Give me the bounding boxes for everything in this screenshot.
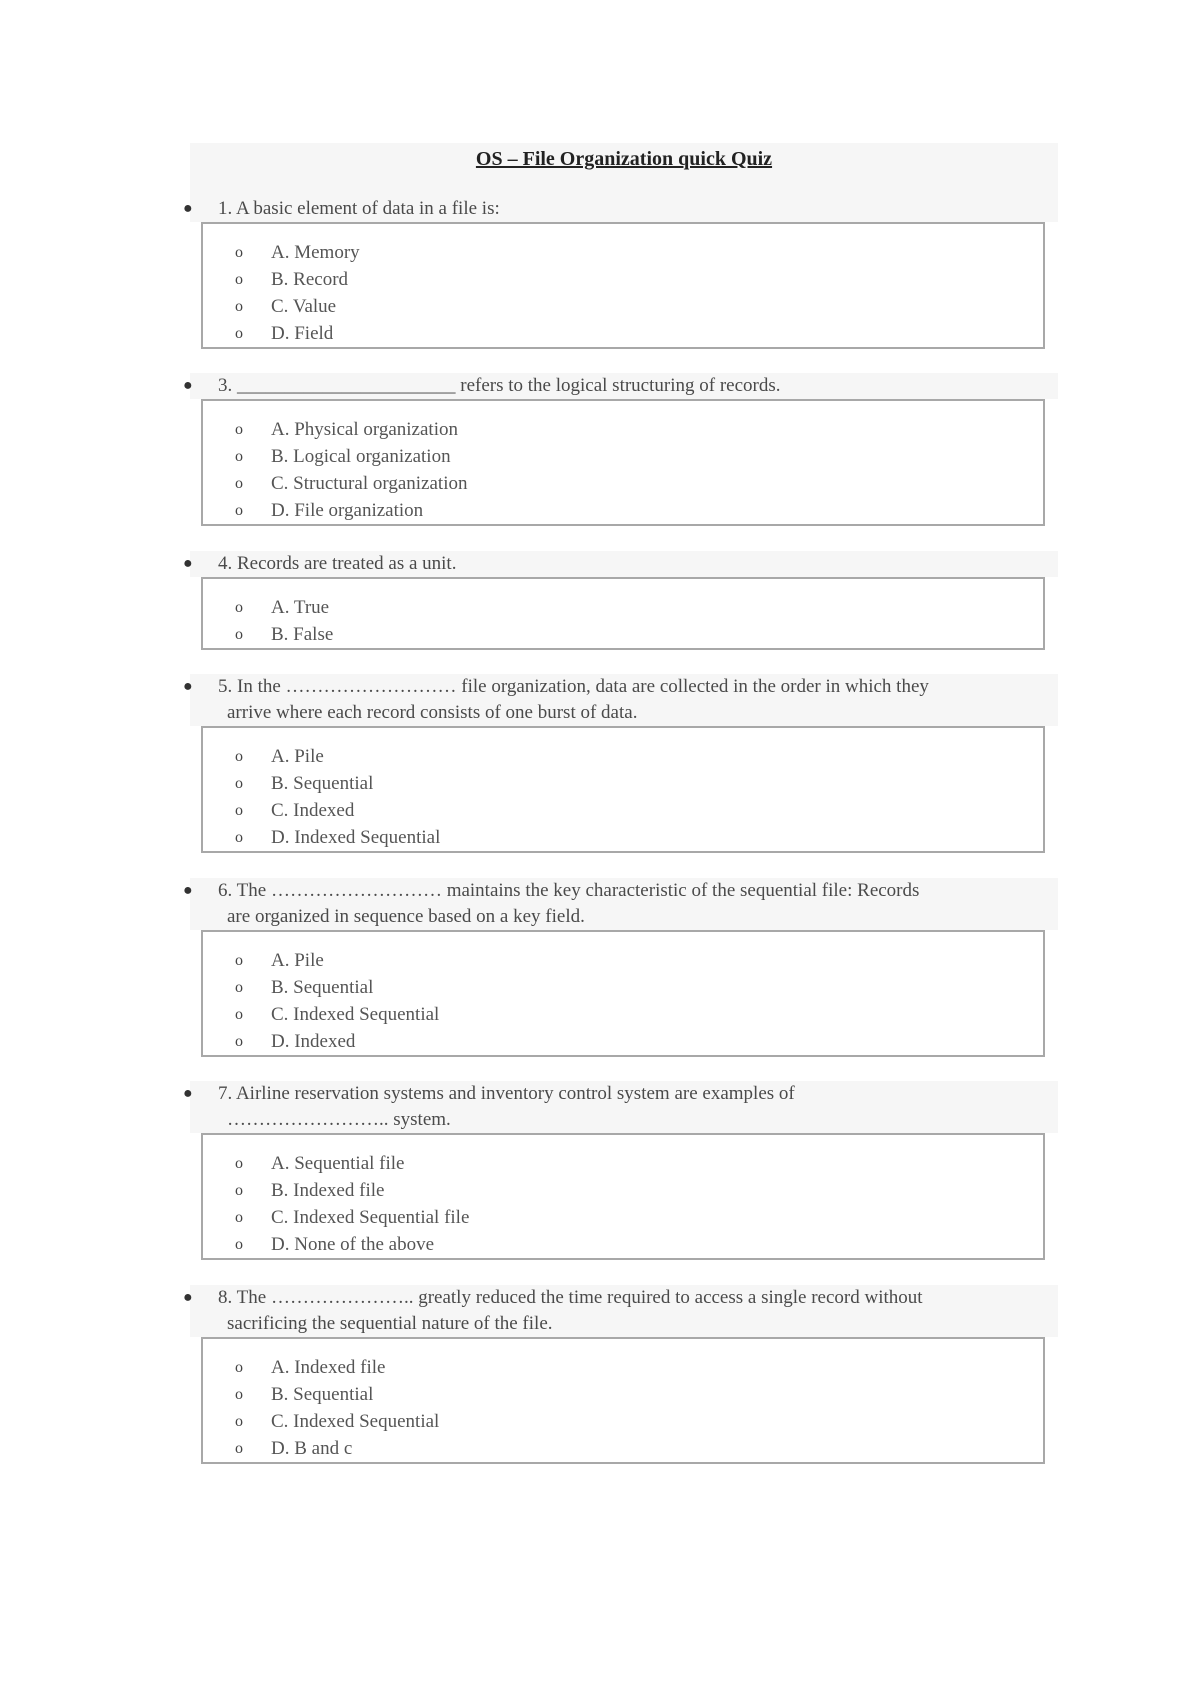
option[interactable] bbox=[203, 1177, 1043, 1204]
option[interactable] bbox=[203, 770, 1043, 797]
options-box bbox=[201, 930, 1045, 1057]
option[interactable] bbox=[203, 1381, 1043, 1408]
option[interactable] bbox=[203, 1435, 1043, 1462]
question-text bbox=[183, 196, 1058, 222]
bullet-icon: ● bbox=[183, 678, 193, 695]
question-text bbox=[183, 551, 1058, 577]
option-label: A. Pile bbox=[271, 746, 324, 767]
option-label: D. B and c bbox=[271, 1438, 353, 1459]
circle-bullet-icon: o bbox=[235, 1359, 243, 1376]
option-label: B. Sequential bbox=[271, 977, 374, 998]
circle-bullet-icon: o bbox=[235, 421, 243, 438]
circle-bullet-icon: o bbox=[235, 325, 243, 342]
circle-bullet-icon: o bbox=[235, 829, 243, 846]
option[interactable] bbox=[203, 320, 1043, 347]
option-label: B. False bbox=[271, 624, 334, 645]
question-line: 3. _______________________ refers to the logical structuring of records. bbox=[218, 375, 781, 396]
circle-bullet-icon: o bbox=[235, 1182, 243, 1199]
option[interactable] bbox=[203, 1028, 1043, 1055]
option-label: D. Field bbox=[271, 323, 334, 344]
bullet-icon: ● bbox=[183, 882, 193, 899]
option-label: D. File organization bbox=[271, 500, 424, 521]
option[interactable] bbox=[203, 1150, 1043, 1177]
circle-bullet-icon: o bbox=[235, 448, 243, 465]
option[interactable] bbox=[203, 239, 1043, 266]
option-label: B. Indexed file bbox=[271, 1180, 385, 1201]
bullet-icon: ● bbox=[183, 555, 193, 572]
options-box bbox=[201, 1133, 1045, 1260]
option[interactable] bbox=[203, 266, 1043, 293]
circle-bullet-icon: o bbox=[235, 271, 243, 288]
question-text bbox=[183, 878, 1058, 930]
option-label: D. Indexed Sequential bbox=[271, 827, 441, 848]
option-label: B. Sequential bbox=[271, 773, 374, 794]
option[interactable] bbox=[203, 443, 1043, 470]
option[interactable] bbox=[203, 621, 1043, 648]
option-label: A. Pile bbox=[271, 950, 324, 971]
circle-bullet-icon: o bbox=[235, 502, 243, 519]
circle-bullet-icon: o bbox=[235, 802, 243, 819]
quiz-title: OS – File Organization quick Quiz bbox=[475, 148, 773, 170]
question-text bbox=[183, 674, 1058, 726]
circle-bullet-icon: o bbox=[235, 475, 243, 492]
option[interactable] bbox=[203, 1001, 1043, 1028]
bullet-icon: ● bbox=[183, 377, 193, 394]
question-8 bbox=[183, 1285, 1058, 1464]
question-text bbox=[183, 373, 1058, 399]
question-line: arrive where each record consists of one burst of data. bbox=[227, 702, 638, 723]
question-1 bbox=[183, 196, 1058, 349]
circle-bullet-icon: o bbox=[235, 952, 243, 969]
bullet-icon: ● bbox=[183, 1289, 193, 1306]
question-line: 8. The ………………….. greatly reduced the time required to access a single record without bbox=[218, 1287, 923, 1308]
question-line: 4. Records are treated as a unit. bbox=[218, 553, 457, 574]
options-box bbox=[201, 222, 1045, 349]
option-label: C. Value bbox=[271, 296, 337, 317]
option-label: D. None of the above bbox=[271, 1234, 435, 1255]
question-7 bbox=[183, 1081, 1058, 1260]
option[interactable] bbox=[203, 594, 1043, 621]
circle-bullet-icon: o bbox=[235, 1440, 243, 1457]
option[interactable] bbox=[203, 947, 1043, 974]
options-box bbox=[201, 1337, 1045, 1464]
options-box bbox=[201, 577, 1045, 650]
option[interactable] bbox=[203, 1231, 1043, 1258]
option-label: B. Sequential bbox=[271, 1384, 374, 1405]
question-5 bbox=[183, 674, 1058, 853]
question-line: …………………….. system. bbox=[227, 1109, 451, 1130]
question-text bbox=[183, 1081, 1058, 1133]
circle-bullet-icon: o bbox=[235, 1155, 243, 1172]
question-line: 5. In the ……………………… file organization, data are collected in the order in which they bbox=[218, 676, 929, 697]
question-3 bbox=[183, 373, 1058, 526]
question-text bbox=[183, 1285, 1058, 1337]
option[interactable] bbox=[203, 293, 1043, 320]
option-label: C. Structural organization bbox=[271, 473, 468, 494]
circle-bullet-icon: o bbox=[235, 626, 243, 643]
option[interactable] bbox=[203, 743, 1043, 770]
circle-bullet-icon: o bbox=[235, 1006, 243, 1023]
question-line: sacrificing the sequential nature of the file. bbox=[227, 1313, 553, 1334]
circle-bullet-icon: o bbox=[235, 1209, 243, 1226]
option[interactable] bbox=[203, 797, 1043, 824]
bullet-icon: ● bbox=[183, 1085, 193, 1102]
option-label: C. Indexed Sequential bbox=[271, 1004, 440, 1025]
option-label: C. Indexed Sequential bbox=[271, 1411, 440, 1432]
option-label: B. Record bbox=[271, 269, 349, 290]
option[interactable] bbox=[203, 470, 1043, 497]
options-box bbox=[201, 726, 1045, 853]
question-line: 1. A basic element of data in a file is: bbox=[218, 198, 500, 219]
question-line: 7. Airline reservation systems and inventory control system are examples of bbox=[218, 1083, 795, 1104]
question-line: are organized in sequence based on a key field. bbox=[227, 906, 585, 927]
circle-bullet-icon: o bbox=[235, 775, 243, 792]
option[interactable] bbox=[203, 1354, 1043, 1381]
option[interactable] bbox=[203, 416, 1043, 443]
circle-bullet-icon: o bbox=[235, 1236, 243, 1253]
option[interactable] bbox=[203, 824, 1043, 851]
option[interactable] bbox=[203, 1204, 1043, 1231]
option[interactable] bbox=[203, 1408, 1043, 1435]
circle-bullet-icon: o bbox=[235, 748, 243, 765]
option-label: D. Indexed bbox=[271, 1031, 356, 1052]
option-label: A. True bbox=[271, 597, 330, 618]
option-label: A. Indexed file bbox=[271, 1357, 386, 1378]
circle-bullet-icon: o bbox=[235, 1413, 243, 1430]
question-6 bbox=[183, 878, 1058, 1057]
option-label: A. Memory bbox=[271, 242, 360, 263]
circle-bullet-icon: o bbox=[235, 1033, 243, 1050]
bullet-icon: ● bbox=[183, 200, 193, 217]
option[interactable] bbox=[203, 974, 1043, 1001]
circle-bullet-icon: o bbox=[235, 244, 243, 261]
question-4 bbox=[183, 551, 1058, 650]
circle-bullet-icon: o bbox=[235, 599, 243, 616]
question-line: 6. The ……………………… maintains the key characteristic of the sequential file: Records bbox=[218, 880, 920, 901]
option-label: B. Logical organization bbox=[271, 446, 451, 467]
options-box bbox=[201, 399, 1045, 526]
circle-bullet-icon: o bbox=[235, 298, 243, 315]
option[interactable] bbox=[203, 497, 1043, 524]
option-label: A. Physical organization bbox=[271, 419, 458, 440]
circle-bullet-icon: o bbox=[235, 979, 243, 996]
option-label: C. Indexed bbox=[271, 800, 355, 821]
option-label: C. Indexed Sequential file bbox=[271, 1207, 470, 1228]
option-label: A. Sequential file bbox=[271, 1153, 405, 1174]
circle-bullet-icon: o bbox=[235, 1386, 243, 1403]
